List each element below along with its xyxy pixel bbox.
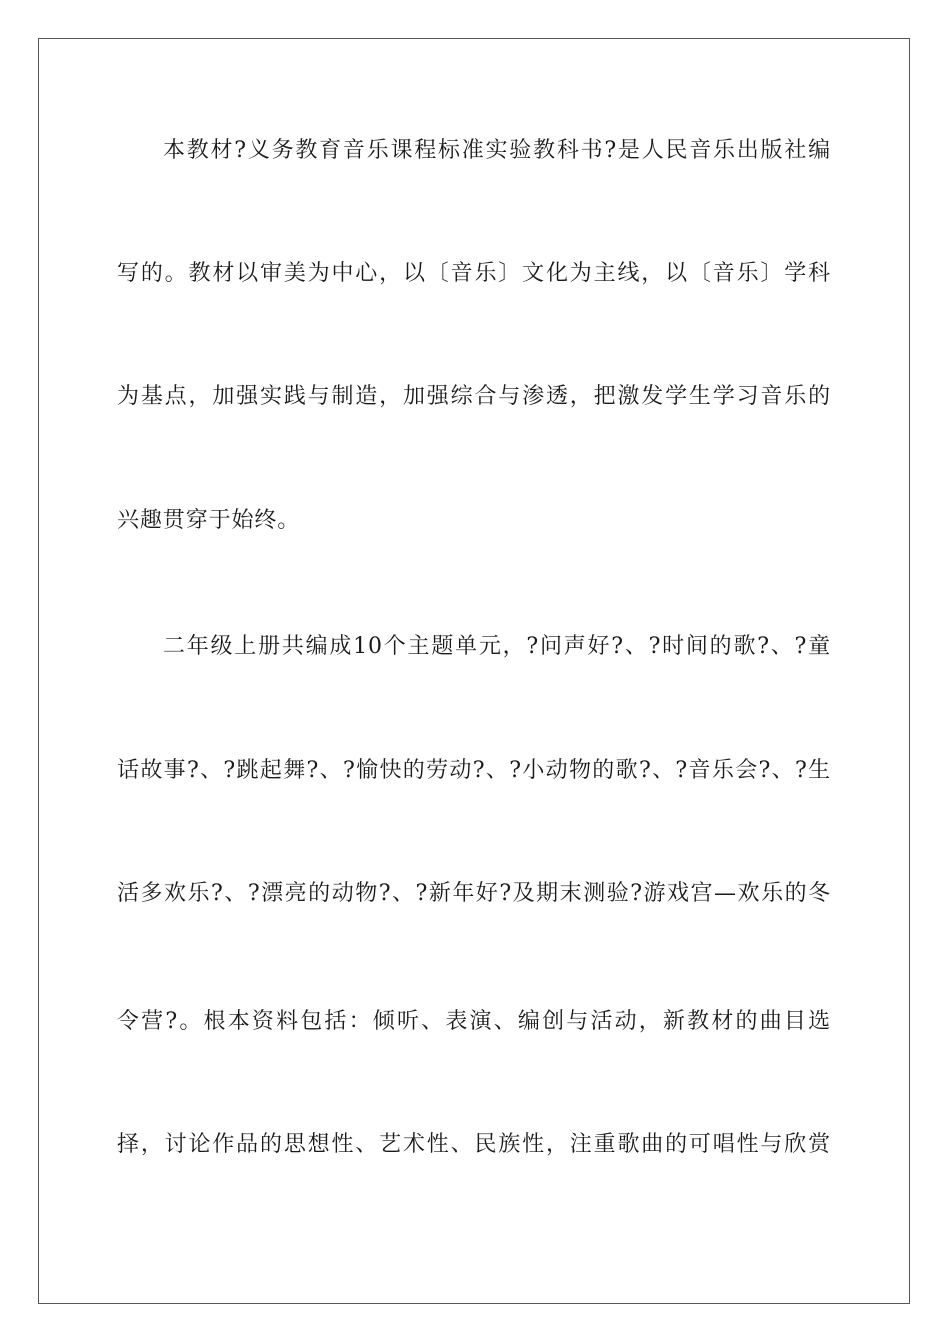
- text-line: 写的。教材以审美为中心，以〔音乐〕文化为主线，以〔音乐〕学科: [117, 261, 831, 286]
- page-frame: [38, 38, 910, 1304]
- text-line: 本教材?义务教育音乐课程标准实验教科书?是人民音乐出版社编: [163, 138, 831, 163]
- text-line: 令营?。根本资料包括：倾听、表演、编创与活动，新教材的曲目选: [117, 1009, 831, 1034]
- text-line: 为基点，加强实践与制造，加强综合与渗透，把激发学生学习音乐的: [117, 384, 831, 409]
- text-line: 话故事?、?跳起舞?、?愉快的劳动?、?小动物的歌?、?音乐会?、?生: [117, 758, 831, 783]
- text-line: 择，讨论作品的思想性、艺术性、民族性，注重歌曲的可唱性与欣赏: [117, 1132, 831, 1157]
- text-line: 二年级上册共编成10个主题单元，?问声好?、?时间的歌?、?童: [163, 634, 831, 659]
- text-line: 活多欢乐?、?漂亮的动物?、?新年好?及期末测验?游戏宫—欢乐的冬: [117, 881, 831, 906]
- text-line: 兴趣贯穿于始终。: [117, 508, 301, 533]
